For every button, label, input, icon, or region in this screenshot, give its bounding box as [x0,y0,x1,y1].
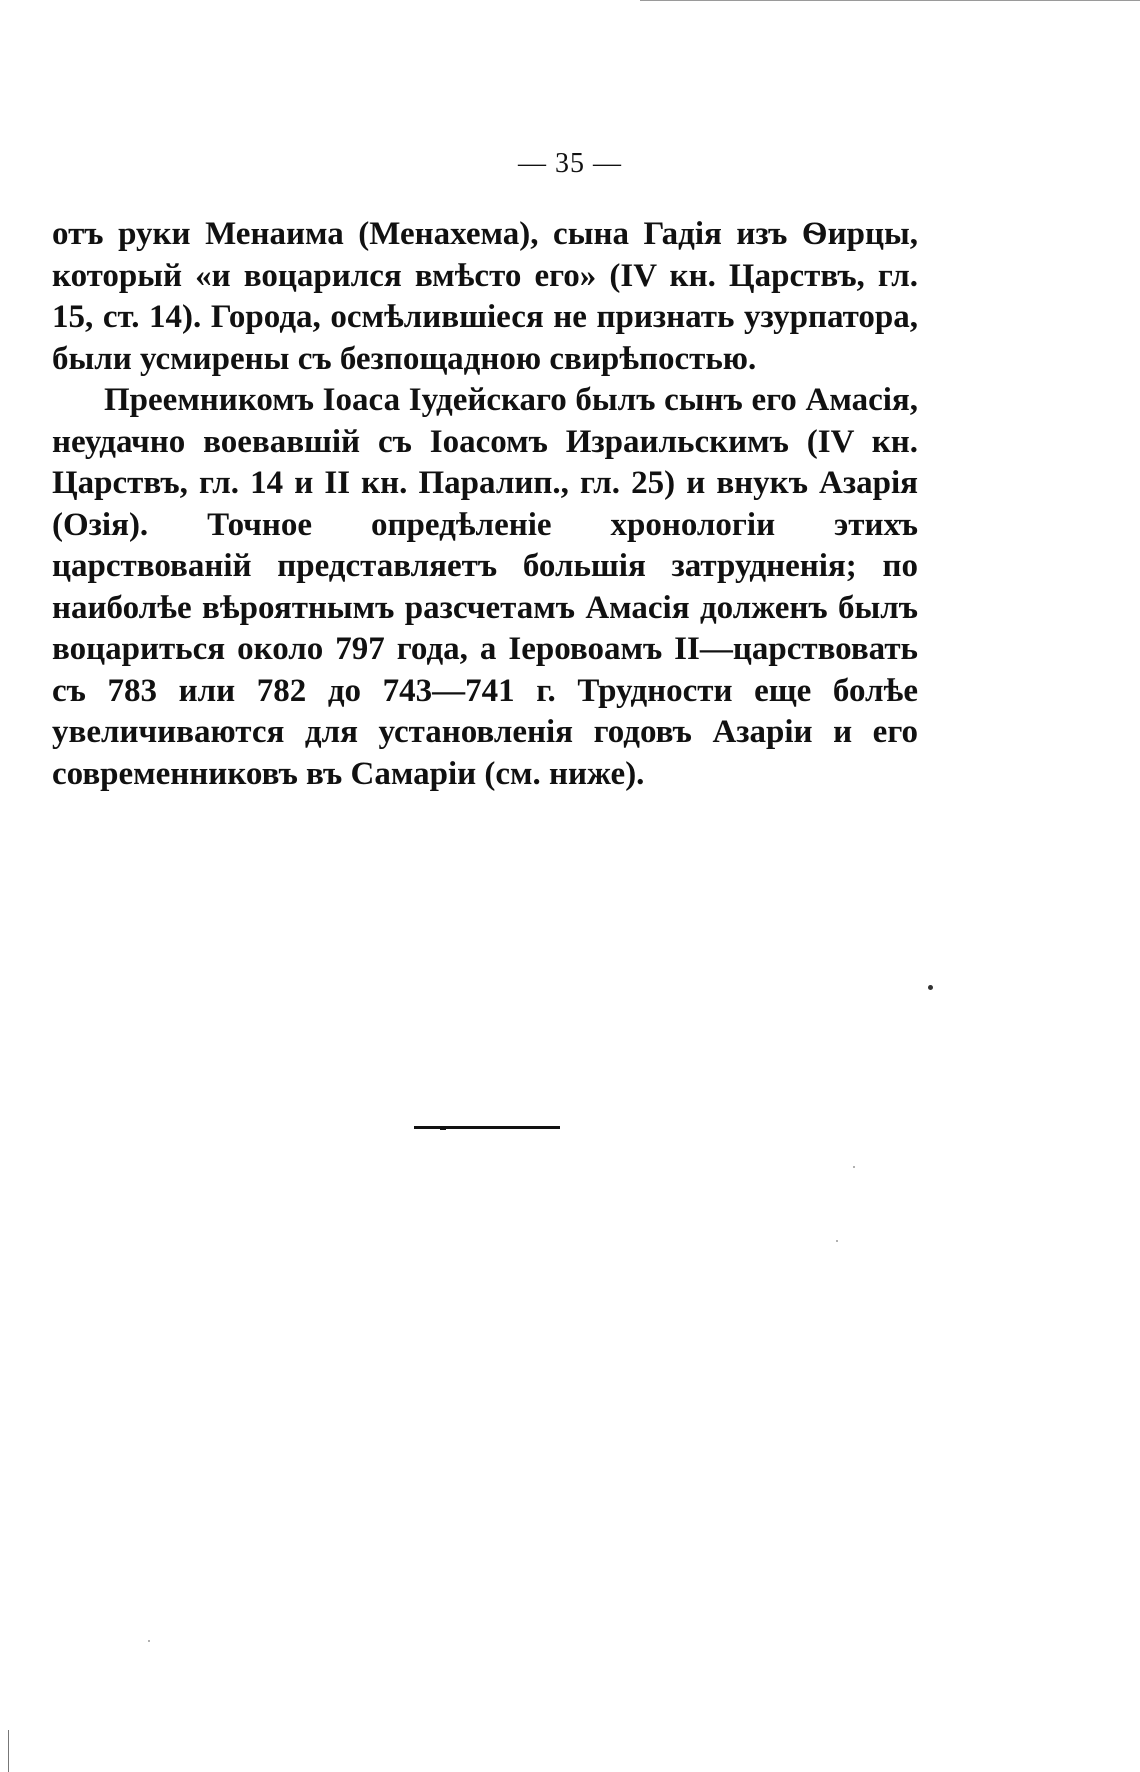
scan-edge-mark [8,1730,9,1772]
paragraph-2: Преемникомъ Іоаса Іудейскаго былъ сынъ его Амасія, неудачно воевавшій съ Іоасомъ Израильскимъ (IV кн. Царствъ, гл. 14 и II кн. Паралип., гл. 25) и внукъ Азарія (Озія). Точное опредѣленіе хронологіи этихъ царствованій представляетъ большія затрудненія; по наиболѣе вѣроятнымъ разсчетамъ Амасія долженъ былъ воцариться около 797 года, а Іеровоамъ II—царствовать съ 783 или 782 до 743—741 г. Трудности еще болѣе увеличиваются для установленія годовъ Азаріи и его современниковъ въ Самаріи (см. ниже). [52,382,918,792]
scan-speck [928,985,933,990]
body-text [52,214,918,795]
scan-speck [853,1166,855,1168]
end-of-section-rule [414,1126,560,1129]
scan-speck [836,1240,838,1242]
paragraph-1: отъ руки Менаима (Менахема), сына Гадія изъ Ѳирцы, который «и воцарился вмѣсто его» (IV кн. Царствъ, гл. 15, ст. 14). Города, осмѣлившіеся не признать узурпатора, были усмирены съ безпощадною свирѣпостью. [52,216,918,377]
scan-edge-line [640,0,1140,1]
scan-speck [148,1640,150,1642]
page-number: — 35 — [518,148,622,179]
